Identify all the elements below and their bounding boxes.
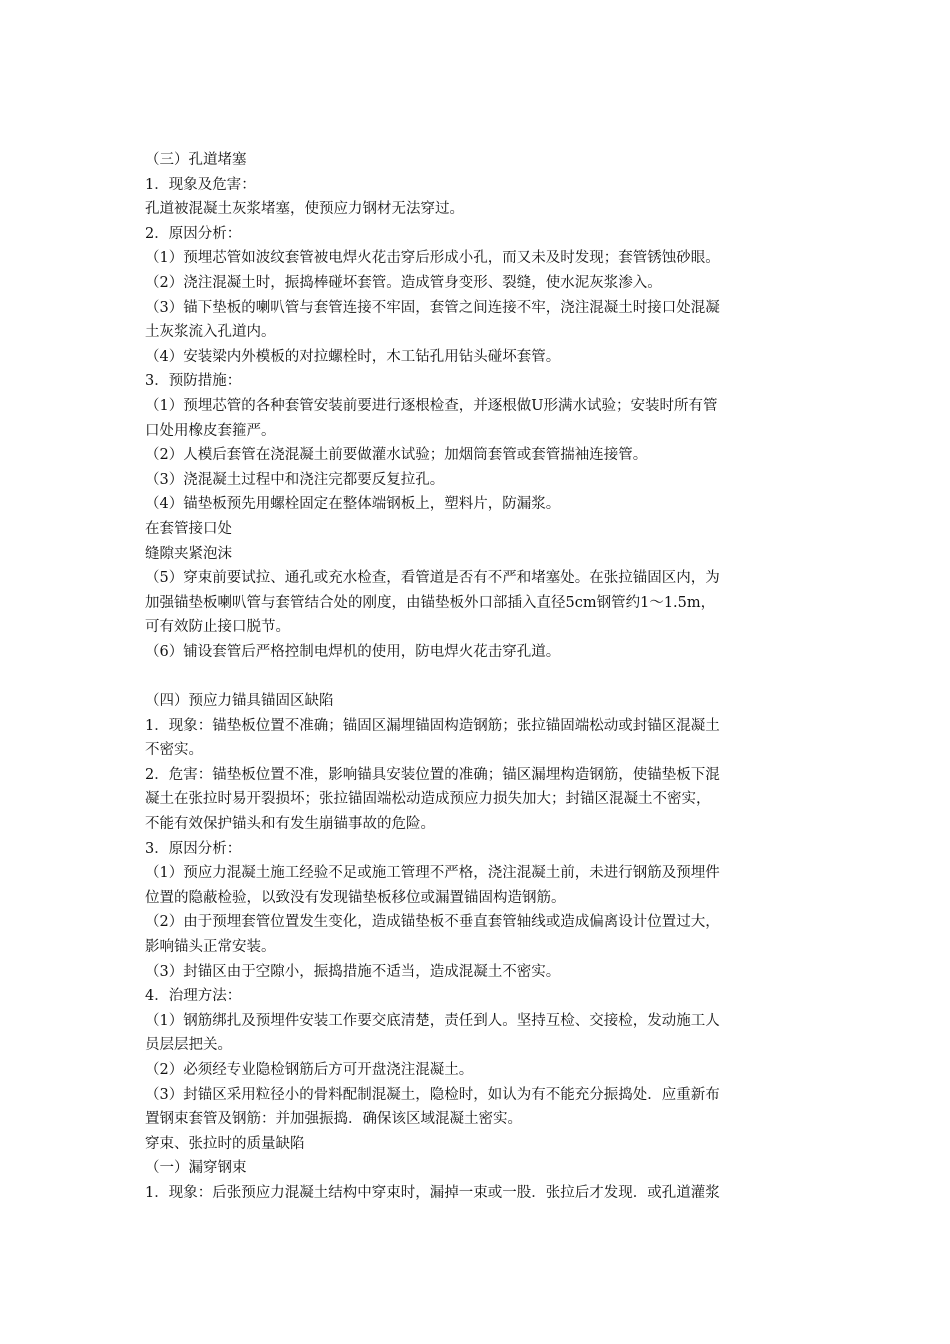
list-item: 1．现象：后张预应力混凝土结构中穿束时，漏掉一束或一股．张拉后才发现．或孔道灌浆 <box>145 1184 720 1201</box>
list-item: （5）穿束前要试拉、通孔或充水检查，看管道是否有不严和堵塞处。在张拉锚固区内，为 <box>145 570 720 587</box>
list-item-continuation: 员层层把关。 <box>145 1037 232 1054</box>
list-item: （2）必须经专业隐检钢筋后方可开盘浇注混凝土。 <box>145 1061 474 1078</box>
list-item-continuation: 可有效防止接口脱节。 <box>145 619 290 636</box>
list-item: （3）封锚区由于空隙小，振捣措施不适当，造成混凝土不密实。 <box>145 963 561 980</box>
list-item-continuation: 不能有效保护锚头和有发生崩锚事故的危险。 <box>145 816 435 833</box>
list-item: （3）浇混凝土过程中和浇注完都要反复拉孔。 <box>145 471 445 488</box>
subheading: 4．治理方法： <box>145 988 242 1005</box>
section-heading: （四）预应力锚具锚固区缺陷 <box>145 693 334 710</box>
list-item-continuation: 不密实。 <box>145 742 203 759</box>
list-item-continuation: 口处用橡皮套箍严。 <box>145 422 276 439</box>
list-item-continuation: 位置的隐蔽检验，以致没有发现锚垫板移位或漏置锚固构造钢筋。 <box>145 889 566 906</box>
blank-line <box>145 664 815 689</box>
list-item: （4）安装梁内外模板的对拉螺栓时，木工钻孔用钻头碰坏套管。 <box>145 348 561 365</box>
list-item-continuation: 加强锚垫板喇叭管与套管结合处的刚度，由锚垫板外口部插入直径5cm钢管约1～1.5m， <box>145 594 716 611</box>
section-heading: 穿束、张拉时的质量缺陷 <box>145 1135 305 1152</box>
subheading: 3．原因分析： <box>145 840 242 857</box>
list-item: （3）封锚区采用粒径小的骨料配制混凝土，隐检时，如认为有不能充分振捣处．应重新布 <box>145 1086 720 1103</box>
paragraph-line: 缝隙夹紧泡沫 <box>145 545 232 562</box>
list-item: （1）钢筋绑扎及预埋件安装工作要交底清楚，责任到人。坚持互检、交接检，发动施工人 <box>145 1012 720 1029</box>
list-item-continuation: 影响锚头正常安装。 <box>145 939 276 955</box>
list-item: （1）预埋芯管如波纹套管被电焊火花击穿后形成小孔，而又未及时发现；套管锈蚀砂眼。 <box>145 250 720 267</box>
list-item-continuation: 土灰浆流入孔道内。 <box>145 324 276 341</box>
list-item-continuation: 凝土在张拉时易开裂损坏；张拉锚固端松动造成预应力损失加大；封锚区混凝土不密实， <box>145 791 711 808</box>
document-body <box>145 148 815 1206</box>
list-item: （2）浇注混凝土时，振捣棒碰坏套管。造成管身变形、裂缝，使水泥灰浆渗入。 <box>145 274 662 291</box>
list-item: （1）预应力混凝土施工经验不足或施工管理不严格，浇注混凝土前，未进行钢筋及预埋件 <box>145 865 720 882</box>
subheading: 3．预防措施： <box>145 373 242 390</box>
section-heading: （三）孔道堵塞 <box>145 152 247 168</box>
list-item: （1）预埋芯管的各种套管安装前要进行逐根检查，并逐根做U形满水试验；安装时所有管 <box>145 397 718 414</box>
list-item: 2．危害：锚垫板位置不准，影响锚具安装位置的准确；锚区漏埋构造钢筋，使锚垫板下混 <box>145 766 720 783</box>
list-item: （6）铺设套管后严格控制电焊机的使用，防电焊火花击穿孔道。 <box>145 643 561 660</box>
subheading: 2．原因分析： <box>145 225 242 242</box>
subheading: 1．现象及危害： <box>145 176 256 193</box>
paragraph-line: 在套管接口处 <box>145 520 232 537</box>
paragraph-line: 孔道被混凝土灰浆堵塞，使预应力钢材无法穿过。 <box>145 201 464 218</box>
list-item: （2）人模后套管在浇混凝土前要做灌水试验；加烟筒套管或套管揣袖连接管。 <box>145 447 648 464</box>
list-item: （3）锚下垫板的喇叭管与套管连接不牢固，套管之间连接不牢，浇注混凝土时接口处混凝 <box>145 299 720 316</box>
section-heading: （一）漏穿钢束 <box>145 1160 247 1177</box>
list-item: （4）锚垫板预先用螺栓固定在整体端钢板上，塑料片，防漏浆。 <box>145 496 561 513</box>
list-item: 1．现象：锚垫板位置不准确；锚固区漏埋锚固构造钢筋；张拉锚固端松动或封锚区混凝土 <box>145 717 720 734</box>
list-item: （2）由于预埋套管位置发生变化，造成锚垫板不垂直套管轴线或造成偏离设计位置过大， <box>145 914 720 931</box>
list-item-continuation: 置钢束套管及钢筋：并加强振捣．确保该区域混凝土密实。 <box>145 1111 522 1128</box>
